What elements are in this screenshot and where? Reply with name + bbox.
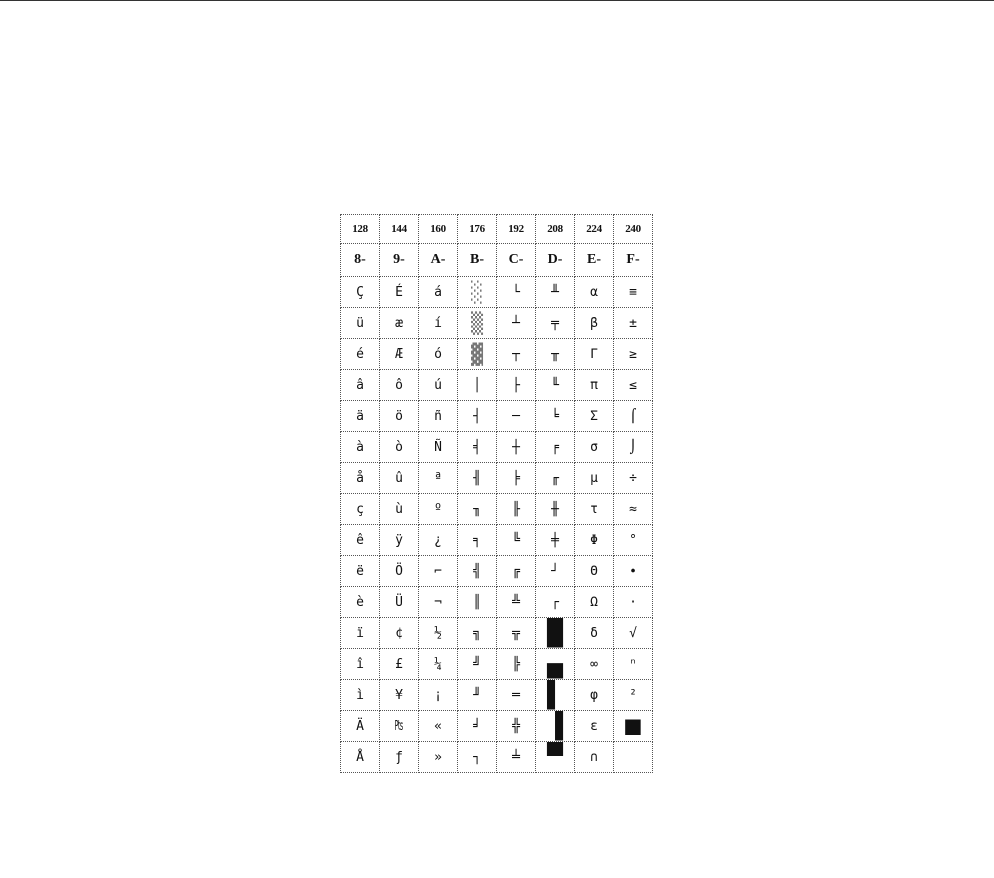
glyph-cell: ╡ (458, 432, 497, 463)
glyph-cell: ò (380, 432, 419, 463)
glyph-cell: ╣ (458, 556, 497, 587)
code-cell: 176 (458, 215, 497, 244)
glyph-cell: ╞ (497, 463, 536, 494)
glyph-cell: ⌐ (419, 556, 458, 587)
prefix-cell: C- (497, 244, 536, 277)
glyph-cell: ■ (614, 711, 653, 742)
glyph-cell: ± (614, 308, 653, 339)
glyph-cell: ┴ (497, 308, 536, 339)
glyph-cell: Ü (380, 587, 419, 618)
glyph-cell: ┘ (536, 556, 575, 587)
glyph-row (341, 401, 653, 432)
top-divider (0, 0, 994, 1)
glyph-cell: ä (341, 401, 380, 432)
code-cell: 192 (497, 215, 536, 244)
hex-prefix-row (341, 244, 653, 277)
glyph-cell: ÿ (380, 525, 419, 556)
glyph-cell: ▀ (536, 742, 575, 773)
glyph-cell: ┌ (536, 587, 575, 618)
glyph-cell: ê (341, 525, 380, 556)
glyph-cell: ╓ (536, 463, 575, 494)
glyph-row (341, 556, 653, 587)
glyph-cell: ▐ (536, 711, 575, 742)
prefix-cell: A- (419, 244, 458, 277)
glyph-cell: ╖ (458, 494, 497, 525)
prefix-cell: F- (614, 244, 653, 277)
glyph-cell: Å (341, 742, 380, 773)
glyph-cell: ü (341, 308, 380, 339)
glyph-cell: ╢ (458, 463, 497, 494)
glyph-cell: ñ (419, 401, 458, 432)
glyph-cell: ╩ (497, 587, 536, 618)
glyph-cell: ╜ (458, 680, 497, 711)
glyph-row (341, 432, 653, 463)
code-cell: 208 (536, 215, 575, 244)
code-header-row (341, 215, 653, 244)
glyph-cell: β (575, 308, 614, 339)
glyph-cell: « (419, 711, 458, 742)
glyph-cell: │ (458, 370, 497, 401)
glyph-cell: ╦ (497, 618, 536, 649)
glyph-cell: ╫ (536, 494, 575, 525)
glyph-cell: █ (536, 618, 575, 649)
glyph-row (341, 680, 653, 711)
glyph-cell: Ä (341, 711, 380, 742)
glyph-cell: ₧ (380, 711, 419, 742)
glyph-row (341, 308, 653, 339)
glyph-cell: ç (341, 494, 380, 525)
glyph-cell: ú (419, 370, 458, 401)
prefix-cell: E- (575, 244, 614, 277)
glyph-row (341, 277, 653, 308)
glyph-cell: º (419, 494, 458, 525)
glyph-cell: ⌡ (614, 432, 653, 463)
glyph-cell: · (614, 587, 653, 618)
glyph-cell: ½ (419, 618, 458, 649)
glyph-row (341, 618, 653, 649)
glyph-cell: ╤ (536, 308, 575, 339)
glyph-cell: └ (497, 277, 536, 308)
glyph-cell: Ö (380, 556, 419, 587)
glyph-cell: ≈ (614, 494, 653, 525)
glyph-cell: ╟ (497, 494, 536, 525)
glyph-cell: ╚ (497, 525, 536, 556)
glyph-cell: ≤ (614, 370, 653, 401)
prefix-cell: D- (536, 244, 575, 277)
glyph-cell: ö (380, 401, 419, 432)
glyph-cell: ÷ (614, 463, 653, 494)
glyph-cell: σ (575, 432, 614, 463)
glyph-cell: ì (341, 680, 380, 711)
glyph-cell: Σ (575, 401, 614, 432)
code-cell: 224 (575, 215, 614, 244)
glyph-cell: ï (341, 618, 380, 649)
glyph-cell: ² (614, 680, 653, 711)
glyph-cell: µ (575, 463, 614, 494)
glyph-cell: ▄ (536, 649, 575, 680)
glyph-cell: ƒ (380, 742, 419, 773)
code-cell: 128 (341, 215, 380, 244)
character-table (340, 214, 653, 773)
glyph-cell: ╧ (497, 742, 536, 773)
glyph-cell: ¡ (419, 680, 458, 711)
glyph-cell: ë (341, 556, 380, 587)
glyph-cell: ╒ (536, 432, 575, 463)
glyph-cell: Φ (575, 525, 614, 556)
glyph-cell: £ (380, 649, 419, 680)
glyph-cell: ≥ (614, 339, 653, 370)
glyph-cell: ╥ (536, 339, 575, 370)
glyph-cell: ∞ (575, 649, 614, 680)
glyph-cell: ▓ (458, 339, 497, 370)
glyph-cell: ≡ (614, 277, 653, 308)
glyph-row (341, 525, 653, 556)
glyph-cell: ⌠ (614, 401, 653, 432)
glyph-cell: ├ (497, 370, 536, 401)
glyph-cell: ═ (497, 680, 536, 711)
code-cell: 160 (419, 215, 458, 244)
glyph-cell: ┐ (458, 742, 497, 773)
glyph-cell: ┬ (497, 339, 536, 370)
glyph-cell: Ç (341, 277, 380, 308)
glyph-cell: ┤ (458, 401, 497, 432)
glyph-cell: ∙ (614, 556, 653, 587)
glyph-cell: ¼ (419, 649, 458, 680)
glyph-cell: ⁿ (614, 649, 653, 680)
glyph-cell: τ (575, 494, 614, 525)
glyph-cell: Θ (575, 556, 614, 587)
glyph-cell: ε (575, 711, 614, 742)
glyph-cell: φ (575, 680, 614, 711)
glyph-row (341, 463, 653, 494)
glyph-cell: ∩ (575, 742, 614, 773)
glyph-cell: É (380, 277, 419, 308)
glyph-row (341, 370, 653, 401)
glyph-row (341, 711, 653, 742)
glyph-cell: Γ (575, 339, 614, 370)
glyph-cell: ╕ (458, 525, 497, 556)
glyph-cell: ó (419, 339, 458, 370)
glyph-cell: ¬ (419, 587, 458, 618)
glyph-cell: ░ (458, 277, 497, 308)
glyph-cell: ô (380, 370, 419, 401)
glyph-cell: ¢ (380, 618, 419, 649)
glyph-cell: é (341, 339, 380, 370)
glyph-cell: ╛ (458, 711, 497, 742)
glyph-cell: Ñ (419, 432, 458, 463)
glyph-cell: ╠ (497, 649, 536, 680)
glyph-cell: α (575, 277, 614, 308)
glyph-cell: ╘ (536, 401, 575, 432)
glyph-row (341, 649, 653, 680)
glyph-cell: ù (380, 494, 419, 525)
glyph-cell: » (419, 742, 458, 773)
glyph-row (341, 339, 653, 370)
glyph-cell: æ (380, 308, 419, 339)
glyph-cell: á (419, 277, 458, 308)
glyph-cell: ª (419, 463, 458, 494)
glyph-cell: Ω (575, 587, 614, 618)
glyph-cell: ° (614, 525, 653, 556)
character-table-body (341, 215, 653, 773)
glyph-cell: å (341, 463, 380, 494)
glyph-cell: â (341, 370, 380, 401)
glyph-cell: ╔ (497, 556, 536, 587)
glyph-cell: í (419, 308, 458, 339)
glyph-cell: è (341, 587, 380, 618)
glyph-cell: û (380, 463, 419, 494)
code-cell: 240 (614, 215, 653, 244)
glyph-cell: ╝ (458, 649, 497, 680)
glyph-cell (614, 742, 653, 773)
glyph-cell: π (575, 370, 614, 401)
prefix-cell: B- (458, 244, 497, 277)
glyph-row (341, 587, 653, 618)
glyph-cell: ╬ (497, 711, 536, 742)
glyph-row (341, 742, 653, 773)
glyph-cell: ┼ (497, 432, 536, 463)
glyph-cell: ¿ (419, 525, 458, 556)
glyph-cell: ╗ (458, 618, 497, 649)
glyph-cell: δ (575, 618, 614, 649)
glyph-cell: î (341, 649, 380, 680)
glyph-cell: ─ (497, 401, 536, 432)
prefix-cell: 8- (341, 244, 380, 277)
glyph-cell: √ (614, 618, 653, 649)
glyph-cell: Æ (380, 339, 419, 370)
glyph-cell: ¥ (380, 680, 419, 711)
prefix-cell: 9- (380, 244, 419, 277)
glyph-cell: ╨ (536, 277, 575, 308)
glyph-cell: ╪ (536, 525, 575, 556)
glyph-cell: à (341, 432, 380, 463)
glyph-row (341, 494, 653, 525)
glyph-cell: ║ (458, 587, 497, 618)
code-cell: 144 (380, 215, 419, 244)
glyph-cell: ▒ (458, 308, 497, 339)
glyph-cell: ▌ (536, 680, 575, 711)
glyph-cell: ╙ (536, 370, 575, 401)
